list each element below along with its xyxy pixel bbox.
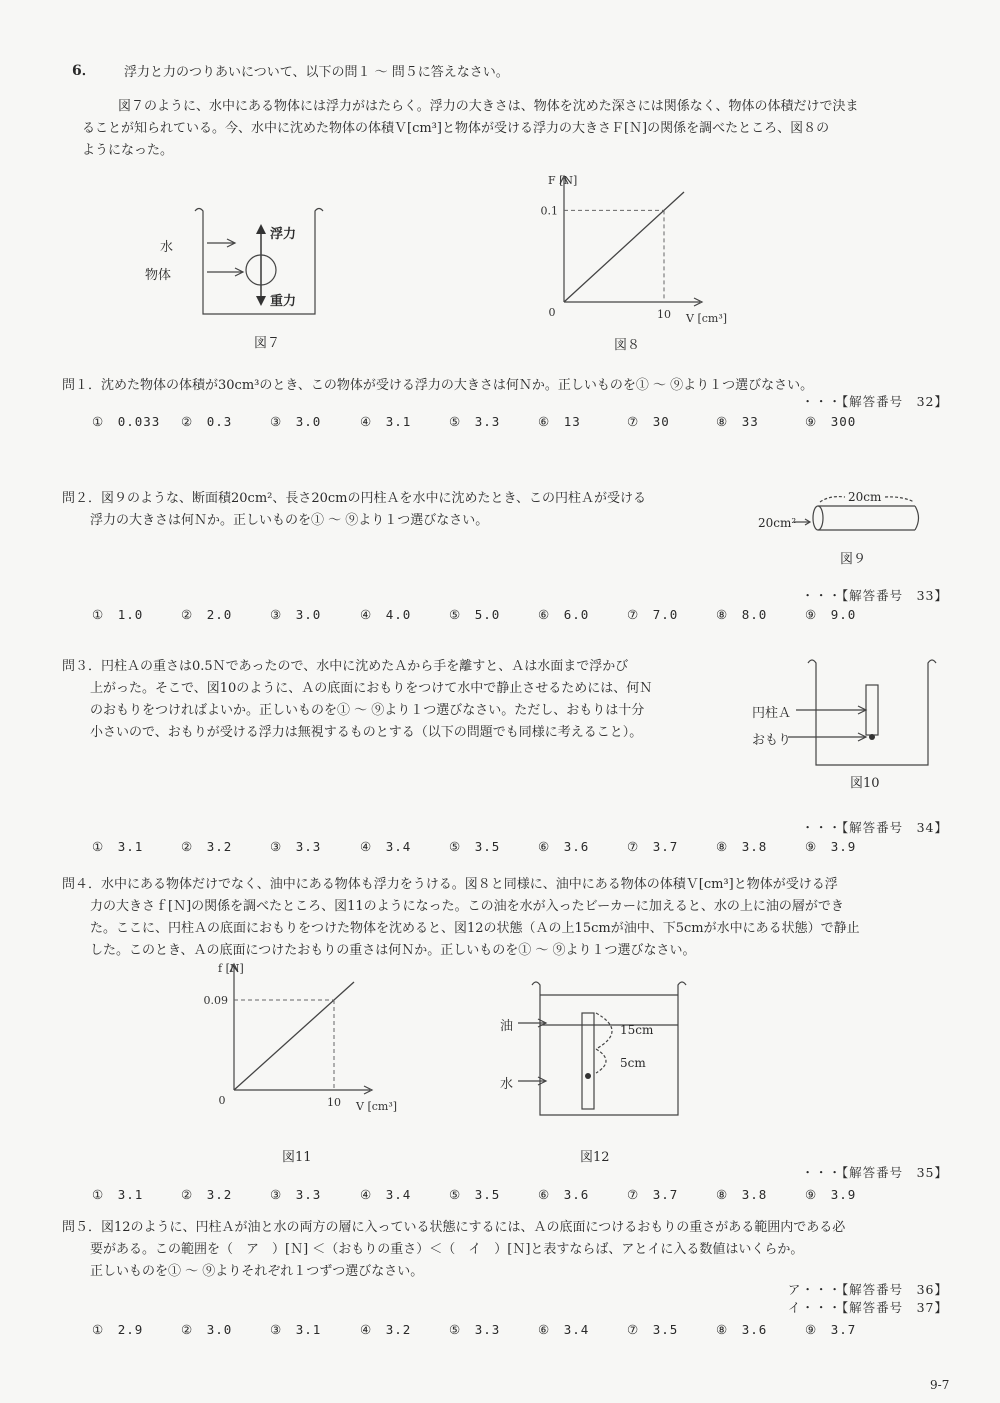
q4-line: 力の大きさｆ[Ｎ]の関係を調べたところ、図11のようになった。この油を水が入ったビーカーに加えると、水の上に油の層ができ xyxy=(90,899,844,914)
q5-choice[interactable]: ⑨ 3.7 xyxy=(805,1322,857,1337)
series-line xyxy=(234,982,354,1090)
fig9-length-label: 20cm xyxy=(848,490,882,504)
q3-choices xyxy=(0,837,1000,855)
weight xyxy=(585,1073,591,1079)
q3-text xyxy=(62,656,652,744)
q2-choice[interactable]: ⑧ 8.0 xyxy=(716,607,768,622)
q4-choice[interactable]: ④ 3.4 xyxy=(360,1187,412,1202)
figure-11-chart xyxy=(200,962,400,1118)
q2-text xyxy=(62,488,646,532)
intro-paragraph xyxy=(82,96,858,162)
q5-choice[interactable]: ④ 3.2 xyxy=(360,1322,412,1337)
q1-choice[interactable]: ⑥ 13 xyxy=(538,414,581,429)
fig9-area-arrow xyxy=(794,517,814,527)
q3-line: 小さいので、おもりが受ける浮力は無視するものとする（以下の問題でも同様に考えること）。 xyxy=(90,725,643,740)
q5-choice[interactable]: ⑧ 3.6 xyxy=(716,1322,768,1337)
q4-choice[interactable]: ② 3.2 xyxy=(181,1187,233,1202)
q2-choice[interactable]: ⑦ 7.0 xyxy=(627,607,679,622)
q5-choice[interactable]: ③ 3.1 xyxy=(270,1322,322,1337)
q3-choice[interactable]: ⑧ 3.8 xyxy=(716,839,768,854)
fig9-area-label: 20cm² xyxy=(758,516,797,530)
q1-choices xyxy=(0,412,1000,430)
q3-answer-number: ・・・【解答番号 34】 xyxy=(801,820,948,835)
y-axis-label: f [N] xyxy=(218,962,244,975)
origin-label: 0 xyxy=(218,1094,226,1107)
y-tick-label: 0.09 xyxy=(203,994,228,1007)
fig12-lower-length: 5cm xyxy=(620,1056,646,1070)
q5-line: 要がある。この範囲を（ ア ）[Ｎ] ＜（おもりの重さ）＜（ イ ）[Ｎ]と表すならば、アとイに入る数値はいくらか。 xyxy=(90,1242,804,1257)
figure-12 xyxy=(498,975,698,1115)
q1-answer-number: ・・・【解答番号 32】 xyxy=(801,394,948,409)
q4-choice[interactable]: ⑦ 3.7 xyxy=(627,1187,679,1202)
fig10-weight-label: おもり xyxy=(752,733,792,748)
q3-choice[interactable]: ⑥ 3.6 xyxy=(538,839,590,854)
q3-choice[interactable]: ⑦ 3.7 xyxy=(627,839,679,854)
q1-choice[interactable]: ③ 3.0 xyxy=(270,414,322,429)
q5-answer-b: イ・・・【解答番号 37】 xyxy=(787,1300,948,1315)
q4-answer-number: ・・・【解答番号 35】 xyxy=(801,1165,948,1180)
figure-7 xyxy=(155,206,355,321)
q1-choice[interactable]: ④ 3.1 xyxy=(360,414,412,429)
q3-choice[interactable]: ① 3.1 xyxy=(92,839,144,854)
q3-line: のおもりをつければよいか。正しいものを① ～ ⑨より１つ選びなさい。ただし、おもりは十分 xyxy=(90,703,645,718)
figure-8-chart xyxy=(530,174,730,330)
y-axis-label: F [N] xyxy=(548,174,578,187)
figure-10-caption: 図10 xyxy=(850,776,880,791)
q2-line: 問２．図９のような、断面積20cm²、長さ20cmの円柱Ａを水中に沈めたとき、この円柱Ａが受ける xyxy=(62,491,646,506)
q2-choice[interactable]: ④ 4.0 xyxy=(360,607,412,622)
q5-text xyxy=(62,1217,845,1283)
page-number: 9-7 xyxy=(930,1378,950,1392)
q4-choice[interactable]: ⑤ 3.5 xyxy=(449,1187,501,1202)
q2-choice[interactable]: ⑤ 5.0 xyxy=(449,607,501,622)
q4-choice[interactable]: ③ 3.3 xyxy=(270,1187,322,1202)
figure-8-caption: 図８ xyxy=(614,338,641,353)
figure-12-caption: 図12 xyxy=(580,1150,610,1165)
q5-choices xyxy=(0,1320,1000,1338)
figure-7-caption: 図７ xyxy=(254,336,281,351)
x-axis-label: V [cm³] xyxy=(356,1100,398,1113)
question-number: 6． xyxy=(72,63,96,79)
fig7-object-label: 物体 xyxy=(145,268,172,283)
q3-choice[interactable]: ④ 3.4 xyxy=(360,839,412,854)
q2-choice[interactable]: ③ 3.0 xyxy=(270,607,322,622)
x-tick-label: 10 xyxy=(327,1096,341,1109)
q3-choice[interactable]: ⑤ 3.5 xyxy=(449,839,501,854)
weight xyxy=(869,734,875,740)
q5-line: 正しいものを① ～ ⑨よりそれぞれ１つずつ選びなさい。 xyxy=(90,1264,424,1279)
intro-line: 図７のように、水中にある物体には浮力がはたらく。浮力の大きさは、物体を沈めた深さには関係なく、物体の体積だけで決ま xyxy=(118,99,859,114)
q1-choice[interactable]: ⑤ 3.3 xyxy=(449,414,501,429)
q4-text xyxy=(62,874,860,962)
cylinder-a xyxy=(866,685,878,735)
q1-choice[interactable]: ① 0.033 xyxy=(92,414,161,429)
q5-choice[interactable]: ① 2.9 xyxy=(92,1322,144,1337)
cylinder-a xyxy=(582,1013,594,1109)
origin-label: 0 xyxy=(548,306,556,319)
q4-choice[interactable]: ① 3.1 xyxy=(92,1187,144,1202)
question-title: 浮力と力のつりあいについて、以下の問１ ～ 問５に答えなさい。 xyxy=(124,65,509,80)
fig10-cylinder-label: 円柱Ａ xyxy=(752,706,792,721)
q2-choice[interactable]: ⑥ 6.0 xyxy=(538,607,590,622)
q4-choice[interactable]: ⑧ 3.8 xyxy=(716,1187,768,1202)
q2-choice[interactable]: ① 1.0 xyxy=(92,607,144,622)
intro-line: ることが知られている。今、水中に沈めた物体の体積Ｖ[cm³]と物体が受ける浮力の大きさＦ[Ｎ]の関係を調べたところ、図８の xyxy=(82,121,830,136)
q5-answer-a: ア・・・【解答番号 36】 xyxy=(787,1282,948,1297)
figure-11-caption: 図11 xyxy=(282,1150,312,1165)
fig7-buoyancy-label: 浮力 xyxy=(270,227,297,242)
q1-text: 問１．沈めた物体の体積が30cm³のとき、この物体が受ける浮力の大きさは何Ｎか。正しいものを① ～ ⑨より１つ選びなさい。 xyxy=(62,378,814,393)
fig12-oil-label: 油 xyxy=(500,1019,514,1034)
fig12-water-label: 水 xyxy=(500,1077,514,1092)
q2-choice[interactable]: ⑨ 9.0 xyxy=(805,607,857,622)
q4-choice[interactable]: ⑥ 3.6 xyxy=(538,1187,590,1202)
q3-choice[interactable]: ⑨ 3.9 xyxy=(805,839,857,854)
q1-choice[interactable]: ② 0.3 xyxy=(181,414,233,429)
q3-choice[interactable]: ② 3.2 xyxy=(181,839,233,854)
q1-choice[interactable]: ⑧ 33 xyxy=(716,414,759,429)
q5-line: 問５．図12のように、円柱Ａが油と水の両方の層に入っている状態にするには、Ａの底面につけるおもりの重さがある範囲内である必 xyxy=(62,1220,846,1235)
q2-choices xyxy=(0,605,1000,623)
q4-line: 問４．水中にある物体だけでなく、油中にある物体も浮力をうける。図８と同様に、油中にある物体の体積Ｖ[cm³]と物体が受ける浮 xyxy=(62,877,838,892)
q2-answer-number: ・・・【解答番号 33】 xyxy=(801,588,948,603)
q3-line: 問３．円柱Ａの重さは0.5Ｎであったので、水中に沈めたＡから手を離すと、Ａは水面まで浮かび xyxy=(62,659,629,674)
x-tick-label: 10 xyxy=(657,308,671,321)
intro-line: ようになった。 xyxy=(82,143,174,158)
q5-choice[interactable]: ⑤ 3.3 xyxy=(449,1322,501,1337)
q3-choice[interactable]: ③ 3.3 xyxy=(270,839,322,854)
q1-choice[interactable]: ⑦ 30 xyxy=(627,414,670,429)
q4-choice[interactable]: ⑨ 3.9 xyxy=(805,1187,857,1202)
q2-line: 浮力の大きさは何Ｎか。正しいものを① ～ ⑨より１つ選びなさい。 xyxy=(90,513,489,528)
y-tick-label: 0.1 xyxy=(540,204,558,218)
q3-line: 上がった。そこで、図10のように、Ａの底面におもりをつけて水中で静止させるためには、何Ｎ xyxy=(90,681,653,696)
figure-9-caption: 図９ xyxy=(840,552,867,567)
q5-choice[interactable]: ⑥ 3.4 xyxy=(538,1322,590,1337)
x-axis-label: V [cm³] xyxy=(686,312,728,325)
series-line xyxy=(564,192,684,302)
fig7-water-label: 水 xyxy=(160,240,174,255)
q4-choices xyxy=(0,1185,1000,1203)
q5-choice[interactable]: ⑦ 3.5 xyxy=(627,1322,679,1337)
q2-choice[interactable]: ② 2.0 xyxy=(181,607,233,622)
q4-line: した。このとき、Ａの底面につけたおもりの重さは何Ｎか。正しいものを① ～ ⑨より１つ選びなさい。 xyxy=(90,943,696,958)
q4-line: た。ここに、円柱Ａの底面におもりをつけた物体を沈めると、図12の状態（Ａの上15cmが油中、下5cmが水中にある状態）で静止 xyxy=(90,921,860,936)
fig7-gravity-label: 重力 xyxy=(270,294,297,309)
q1-choice[interactable]: ⑨ 300 xyxy=(805,414,857,429)
fig12-upper-length: 15cm xyxy=(620,1023,654,1037)
q5-choice[interactable]: ② 3.0 xyxy=(181,1322,233,1337)
